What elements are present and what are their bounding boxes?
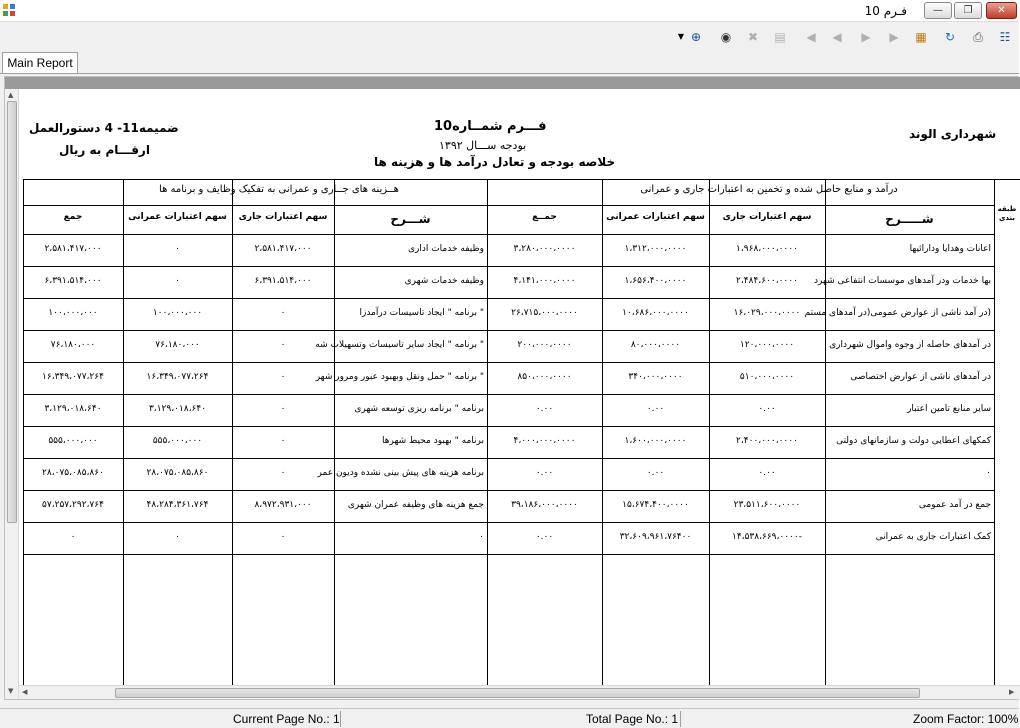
print-icon[interactable]: ⎙ bbox=[973, 30, 983, 44]
title-bar bbox=[0, 0, 1019, 22]
refresh-page-icon[interactable]: ▤ bbox=[774, 30, 786, 44]
table-cell: وظیفه خدمات اداری bbox=[407, 244, 484, 254]
grid-line bbox=[23, 426, 994, 427]
column-header-class: طبقه بندی bbox=[997, 205, 1017, 222]
table-cell: ۱،۳۱۲،۰۰۰،۰۰۰۰ bbox=[624, 244, 687, 254]
table-cell: ۰.۰۰ bbox=[758, 468, 776, 478]
table-cell: ۳،۱۲۹،۰۱۸،۶۴۰ bbox=[148, 404, 207, 414]
scroll-up-arrow-icon[interactable]: ▲ bbox=[8, 91, 14, 99]
column-header-exp-desc: شـــرح bbox=[390, 212, 431, 226]
column-header-exp-total: جمع bbox=[63, 212, 83, 222]
group-header-income: درآمد و منابع حاصل شده و تخمین به اعتبارات جاری و عمرانی bbox=[640, 184, 898, 195]
table-cell: ۳۹،۱۸۶،۰۰۰،۰۰۰۰ bbox=[511, 500, 578, 510]
scroll-left-arrow-icon[interactable]: ◀ bbox=[22, 688, 28, 696]
grid-line bbox=[23, 458, 994, 459]
last-page-icon[interactable]: ▶ bbox=[889, 30, 899, 44]
table-cell: ۵۵۵،۰۰۰،۰۰۰ bbox=[152, 436, 203, 446]
grid-line bbox=[23, 179, 24, 685]
first-page-icon[interactable]: ◀ bbox=[806, 30, 816, 44]
table-cell: برنامه هزینه های پیش بینی نشده ودیون عمر bbox=[317, 468, 484, 478]
table-cell: ۲۸،۰۷۵،۰۸۵،۸۶۰ bbox=[42, 468, 104, 478]
toolbar bbox=[0, 22, 1019, 52]
grid-line bbox=[487, 179, 488, 685]
cancel-icon[interactable]: ✖ bbox=[747, 30, 759, 44]
units-label: ارقـــام به ریال bbox=[59, 143, 150, 157]
table-cell: " برنامه " حمل ونقل وبهبود عبور ومرور شهر bbox=[315, 372, 484, 382]
refresh-icon[interactable]: ↻ bbox=[944, 30, 956, 44]
grid-line bbox=[23, 266, 994, 267]
table-cell: ۰.۰۰ bbox=[535, 468, 554, 478]
table-cell: ۱،۶۵۶،۴۰۰،۰۰۰۰ bbox=[624, 276, 687, 286]
table-cell: ۲،۵۸۱،۴۱۷،۰۰۰ bbox=[44, 244, 102, 254]
app-icon bbox=[2, 3, 16, 17]
table-cell: ۱۶،۰۲۹،۰۰۰،۰۰۰۰ bbox=[733, 308, 801, 318]
table-cell: ۸۵۰،۰۰۰،۰۰۰۰ bbox=[517, 372, 572, 382]
grid-line bbox=[334, 179, 335, 685]
grid-line bbox=[232, 179, 233, 685]
table-cell: ۴،۰۰۰،۰۰۰،۰۰۰۰ bbox=[513, 436, 576, 446]
form-title: فـــرم شمــاره10 bbox=[434, 119, 547, 134]
table-cell: ۰ bbox=[175, 276, 180, 286]
table-cell: ۱۰،۶۸۶،۰۰۰،۰۰۰۰ bbox=[622, 308, 689, 318]
table-cell: بها خدمات ودر آمدهای موسسات انتفاعی شهرد bbox=[814, 276, 991, 286]
find-binoculars-icon[interactable]: ◉ bbox=[720, 30, 732, 44]
table-cell: ۳،۲۸۰،۰۰۰،۰۰۰۰ bbox=[513, 244, 576, 254]
column-header-exp-dev: سهم اعتبارات عمرانی bbox=[128, 212, 227, 222]
table-cell: ۱۶،۳۴۹،۰۷۷،۲۶۴ bbox=[42, 372, 104, 382]
close-button[interactable]: ✕ bbox=[986, 2, 1017, 19]
grid-line bbox=[23, 490, 994, 491]
table-cell: ۱۲۰،۰۰۰،۰۰۰۰ bbox=[739, 340, 795, 350]
report-viewport bbox=[4, 76, 1019, 700]
grid-line bbox=[602, 179, 603, 685]
table-cell: جمع هزینه های وظیفه عمران شهری bbox=[347, 500, 484, 510]
table-cell: ۵۷،۲۵۷،۲۹۲،۷۶۴ bbox=[42, 500, 104, 510]
vertical-scrollbar[interactable] bbox=[5, 89, 19, 699]
table-cell: ۰ bbox=[280, 436, 286, 446]
grid-line bbox=[23, 205, 994, 206]
table-cell: در آمدهای حاصله از وجوه واموال شهرداری bbox=[829, 340, 991, 350]
status-bar bbox=[0, 708, 1019, 728]
table-cell: ۵۵۵،۰۰۰،۰۰۰ bbox=[48, 436, 98, 446]
table-cell: ۱۵،۶۷۴،۴۰۰،۰۰۰۰ bbox=[622, 500, 689, 510]
table-cell: کمکهای اعطایی دولت و سازمانهای دولتی bbox=[836, 436, 991, 446]
table-cell: ۲،۴۸۴،۶۰۰،۰۰۰۰ bbox=[736, 276, 798, 286]
table-cell: ۰.۰۰ bbox=[535, 404, 554, 414]
table-cell: ۲۶،۷۱۵،۰۰۰،۰۰۰۰ bbox=[511, 308, 578, 318]
grid-line bbox=[23, 234, 994, 235]
tab-main-report[interactable]: Main Report bbox=[2, 52, 78, 74]
table-cell: برنامه " برنامه ریزی توسعه شهری bbox=[354, 404, 484, 414]
current-page-status: Current Page No.: 1 bbox=[233, 712, 340, 726]
zoom-icon[interactable]: ⊕ bbox=[690, 30, 702, 44]
column-header-inc-total: جمــع bbox=[532, 212, 557, 222]
budget-table bbox=[19, 179, 1020, 685]
table-cell: ۶،۳۹۱،۵۱۴،۰۰۰ bbox=[254, 276, 312, 286]
table-cell: کمک اعتبارات جاری به عمرانی bbox=[875, 532, 991, 542]
table-cell: ۰ bbox=[70, 532, 76, 542]
table-cell: در آمدهای ناشی از عوارض اختصاصی bbox=[850, 372, 991, 382]
table-cell: ۴۸،۲۸۴،۳۶۱،۷۶۴ bbox=[146, 500, 209, 510]
group-header-expenses: هــزینه های جــاری و عمرانی به تفکیک وظایف و برنامه ها bbox=[159, 184, 399, 195]
table-cell: ۱۰۰،۰۰۰،۰۰۰ bbox=[48, 308, 98, 318]
maximize-button[interactable]: ❐ bbox=[954, 2, 982, 19]
table-cell: ۵۱۰،۰۰۰،۰۰۰۰ bbox=[739, 372, 795, 382]
grid-line bbox=[23, 179, 1020, 180]
vertical-scroll-thumb[interactable] bbox=[7, 101, 17, 523]
column-header-exp-cur: سهم اعتبارات جاری bbox=[238, 212, 328, 222]
table-cell: ۸۰،۰۰۰،۰۰۰۰ bbox=[630, 340, 681, 350]
table-cell: سایر منابع تامین اعتبار bbox=[907, 404, 991, 414]
table-cell: ۱۴،۵۳۸،۶۶۹،۰۰۰۰- bbox=[732, 532, 802, 542]
table-cell: ۴،۱۴۱،۰۰۰،۰۰۰۰ bbox=[513, 276, 576, 286]
grid-line bbox=[123, 179, 124, 685]
table-cell: ۲،۵۸۱،۴۱۷،۰۰۰ bbox=[254, 244, 312, 254]
minimize-button[interactable]: — bbox=[924, 2, 952, 19]
grid-line bbox=[23, 554, 994, 555]
table-cell: ۰ bbox=[280, 340, 286, 350]
grid-line bbox=[709, 179, 710, 685]
zoom-factor-status: Zoom Factor: 100% bbox=[913, 712, 1019, 726]
table-cell: " برنامه " ایجاد تاسیسات درآمدزا bbox=[359, 308, 484, 318]
grid-line bbox=[23, 298, 994, 299]
grid-line bbox=[23, 394, 994, 395]
table-cell: ۰ bbox=[280, 404, 286, 414]
table-cell: " برنامه " ایجاد سایر تاسیسات وتسهیلات شه bbox=[315, 340, 484, 350]
table-cell: ۶،۳۹۱،۵۱۴،۰۰۰ bbox=[44, 276, 102, 286]
table-cell: ۰ bbox=[280, 372, 286, 382]
table-cell: ۱۰۰،۰۰۰،۰۰۰ bbox=[152, 308, 203, 318]
table-cell: ۸،۹۷۲،۹۳۱،۰۰۰ bbox=[254, 500, 312, 510]
zoom-dropdown-arrow-icon[interactable]: ▼ bbox=[677, 32, 685, 41]
table-cell: ۳،۱۲۹،۰۱۸،۶۴۰ bbox=[44, 404, 102, 414]
table-cell: ۳۴۰،۰۰۰،۰۰۰۰ bbox=[628, 372, 683, 382]
grid-line bbox=[825, 179, 826, 685]
next-page-icon[interactable]: ▶ bbox=[861, 30, 871, 44]
appendix-label: ضمیمه11- 4 دستورالعمل bbox=[29, 121, 179, 135]
previous-page-icon[interactable]: ◀ bbox=[832, 30, 842, 44]
grid-line bbox=[23, 362, 994, 363]
table-cell: ۲۰۰،۰۰۰،۰۰۰۰ bbox=[517, 340, 572, 350]
grid-line bbox=[23, 330, 994, 331]
grid-line bbox=[23, 522, 994, 523]
table-cell: ۰.۰۰ bbox=[758, 404, 776, 414]
column-header-inc-cur: سهم اعتبارات جاری bbox=[722, 212, 812, 222]
municipality-name: شهرداری الوند bbox=[909, 127, 997, 141]
group-tree-icon[interactable]: ▦ bbox=[915, 30, 927, 44]
horizontal-scroll-thumb[interactable] bbox=[115, 688, 920, 698]
table-cell: ۰ bbox=[175, 244, 180, 254]
horizontal-scrollbar[interactable] bbox=[19, 685, 1020, 699]
table-cell: ۲،۴۰۰،۰۰۰،۰۰۰۰ bbox=[736, 436, 798, 446]
table-cell: ۲۳،۵۱۱،۶۰۰،۰۰۰۰ bbox=[733, 500, 801, 510]
table-cell: ۲۸،۰۷۵،۰۸۵،۸۶۰ bbox=[146, 468, 209, 478]
table-cell: ۰ bbox=[175, 532, 180, 542]
table-cell: ۰ bbox=[280, 468, 286, 478]
table-cell: ۱۶،۳۴۹،۰۷۷،۲۶۴ bbox=[146, 372, 209, 382]
budget-year: بودجه ســـال ۱۳۹۲ bbox=[439, 139, 527, 152]
table-cell: ۰.۰۰ bbox=[646, 404, 665, 414]
window-title: فـرم 10 bbox=[864, 4, 907, 18]
table-cell: (در آمد ناشی از عوارض عمومی(در آمدهای مستم bbox=[804, 308, 991, 318]
table-cell: ۰.۰۰ bbox=[535, 532, 554, 542]
table-cell: جمع در آمد عمومی bbox=[918, 500, 991, 510]
table-cell: ۷۶،۱۸۰،۰۰۰ bbox=[50, 340, 96, 350]
table-cell: ۰ bbox=[280, 532, 286, 542]
table-cell: ۰ bbox=[986, 468, 991, 478]
table-cell: ۰.۰۰ bbox=[646, 468, 665, 478]
table-cell: ۱،۶۰۰،۰۰۰،۰۰۰۰ bbox=[624, 436, 687, 446]
export-icon[interactable]: ☷ bbox=[999, 30, 1011, 44]
table-cell: ۱،۹۶۸،۰۰۰،۰۰۰۰ bbox=[736, 244, 798, 254]
report-page bbox=[19, 89, 1020, 685]
table-cell: ۰ bbox=[479, 532, 484, 542]
table-cell: برنامه " بهبود محیط شهرها bbox=[381, 436, 484, 446]
column-header-inc-desc: شـــــرح bbox=[885, 212, 934, 226]
scroll-down-arrow-icon[interactable]: ▼ bbox=[8, 687, 14, 695]
summary-title: خلاصه بودجه و تعادل درآمد ها و هزینه ها bbox=[374, 155, 616, 169]
total-page-status: Total Page No.: 1 bbox=[586, 712, 679, 726]
table-cell: ۰ bbox=[280, 308, 286, 318]
table-cell: وظیفه خدمات شهری bbox=[404, 276, 484, 286]
column-header-inc-dev: سهم اعتبارات عمرانی bbox=[606, 212, 705, 222]
table-cell: ۳۲،۶۰۹،۹۶۱،۷۶۴۰۰ bbox=[619, 532, 692, 542]
table-cell: ۷۶،۱۸۰،۰۰۰ bbox=[155, 340, 200, 350]
table-cell: اعانات وهدایا ودارائیها bbox=[909, 244, 991, 254]
scroll-right-arrow-icon[interactable]: ▶ bbox=[1009, 688, 1015, 696]
grid-line bbox=[994, 179, 995, 685]
